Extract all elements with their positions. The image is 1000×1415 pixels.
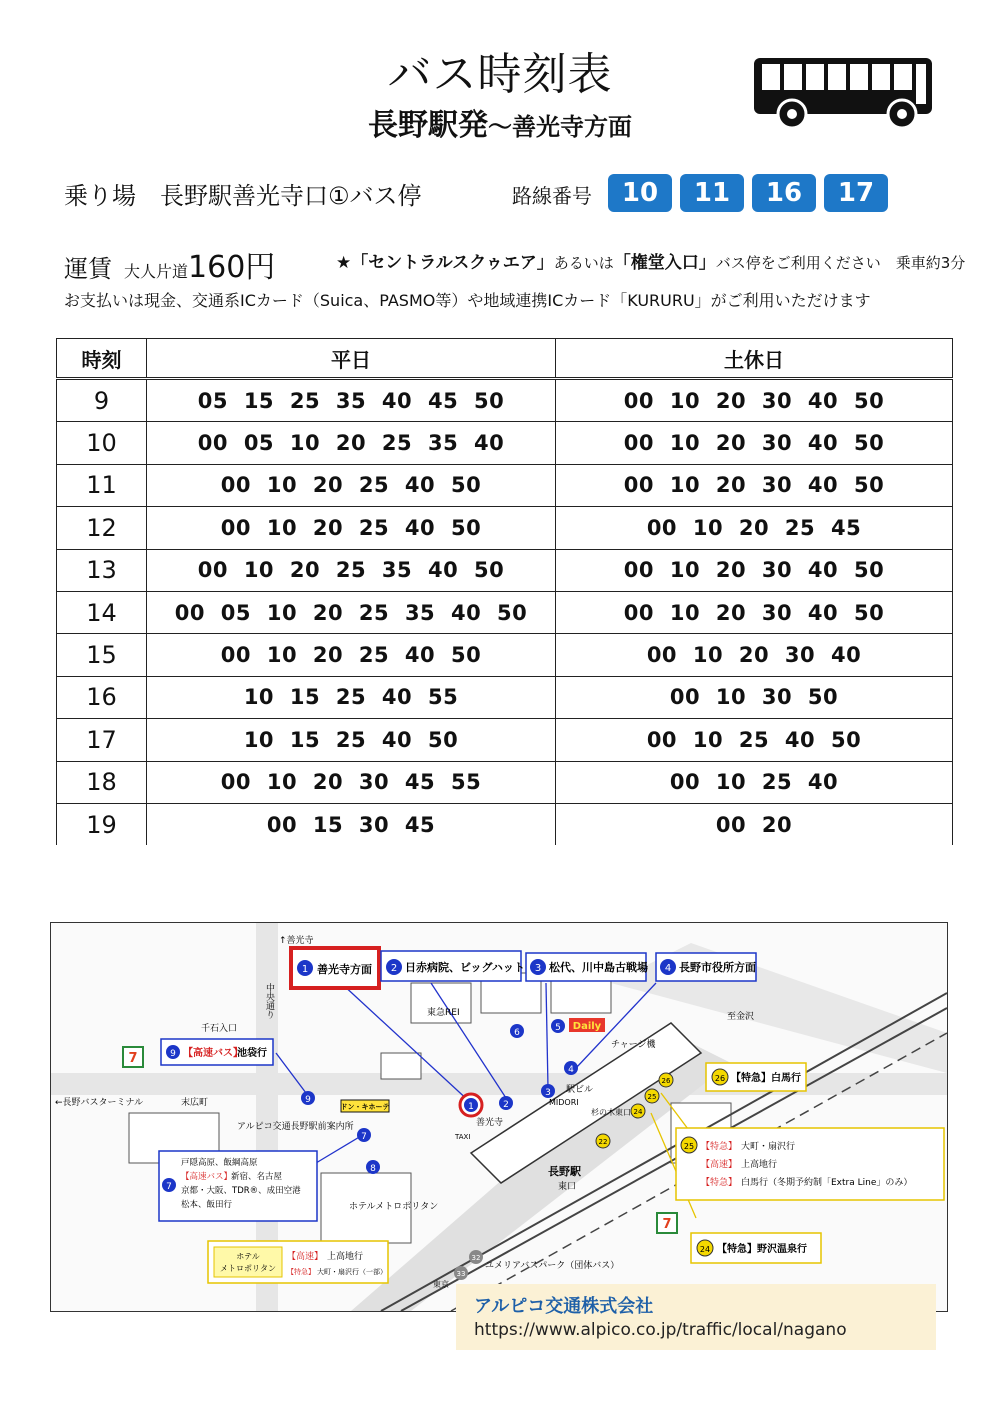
hour-cell: 11 [57,464,147,506]
callout-25-tag3: 【特急】 [701,1178,738,1188]
header-weekday: 平日 [147,339,556,379]
callout-2-number: 2 [390,963,398,974]
weekday-times: 00 15 30 45 [147,803,556,845]
callout-7-line3: 京都・大阪、TDR®、成田空港 [181,1186,301,1196]
timetable-header [57,339,953,379]
label-nagano-station: 長野駅 [548,1165,581,1178]
label-bus-terminal: ←長野バスターミナル [55,1098,144,1108]
label-eki-biru: 駅ビル [566,1085,594,1095]
callout-7-line2: 新宿、名古屋 [231,1172,283,1182]
stop-25-marker: 25 [647,1093,657,1101]
holiday-times: 00 10 20 30 40 50 [556,379,953,422]
hour-cell: 12 [57,507,147,549]
stop-8-marker: 8 [370,1164,376,1174]
label-shikin: 至金沢 [727,1012,755,1022]
timetable-row [57,803,953,845]
holiday-times: 00 10 20 30 40 50 [556,422,953,464]
label-chuo-dori: 中央通り [264,983,274,1019]
holiday-times: 00 10 25 40 50 [556,719,953,761]
timetable [56,338,953,845]
stop-6-marker: 6 [514,1028,520,1038]
weekday-times: 00 10 20 25 40 50 [147,507,556,549]
timetable-row [57,676,953,718]
station-map [50,922,948,1312]
callout-25-line2: 上高地行 [741,1160,778,1170]
stop-32-marker: 32 [471,1254,481,1262]
callout-25-tag1: 【特急】 [701,1142,738,1152]
convenience-store-icon: 7 [662,1217,672,1232]
weekday-times: 00 10 20 30 45 55 [147,761,556,803]
payment-info: お支払いは現金、交通系ICカード（Suica、PASMO等）や地域連携ICカード「KURURU」がご利用いただけます [64,291,871,310]
hour-cell: 13 [57,549,147,591]
hour-cell: 15 [57,634,147,676]
callout-7-line1: 戸隠高原、飯綱高原 [181,1158,258,1168]
callout-25-line1: 大町・扇沢行 [741,1142,796,1152]
callout-9-number: 9 [170,1049,176,1059]
stop-9-marker: 9 [305,1095,311,1105]
convenience-store-icon: 7 [128,1051,138,1066]
map-drawing [51,923,947,1311]
subtitle-main: 長野駅発 [368,108,488,143]
weekday-times: 05 15 25 35 40 45 50 [147,379,556,422]
callout-4-number: 4 [664,963,672,974]
company-url[interactable]: https://www.alpico.co.jp/traffic/local/nagano [474,1320,847,1340]
label-alpico-office: アルピコ交通長野駅前案内所 [237,1122,354,1132]
route-badge-16: 16 [752,174,816,212]
callout-7-line4: 松本、飯田行 [181,1200,233,1210]
timetable-row [57,634,953,676]
timetable-row [57,549,953,591]
note-suffix: バス停をご利用ください 乗車約3分 [715,254,966,272]
note-stop-gondo: 「権堂入口」 [613,253,716,273]
weekday-times: 10 15 25 40 50 [147,719,556,761]
callout-26-text: 【特急】白馬行 [731,1073,801,1084]
holiday-times: 00 10 30 50 [556,676,953,718]
fare-type: 大人片道 [124,262,189,281]
label-zenkoji-stop: 善光寺 [476,1118,504,1128]
hour-cell: 17 [57,719,147,761]
header-hour: 時刻 [57,339,147,379]
weekday-times: 00 10 20 25 40 50 [147,464,556,506]
daily-sign: Daily [572,1021,602,1032]
hour-cell: 9 [57,379,147,422]
label-tokyu-rei: 東急REI [427,1008,460,1018]
callout-26-number: 26 [714,1074,726,1083]
stop-33-marker: 33 [456,1270,466,1278]
page-title: バス時刻表 [387,49,613,100]
note-star: ★ [336,253,352,273]
weekday-times: 00 05 10 20 25 35 40 50 [147,591,556,633]
fare-note [336,248,965,273]
hour-cell: 19 [57,803,147,845]
hotel-callout-label2: メトロポリタン [220,1264,276,1273]
timetable-row [57,507,953,549]
hour-cell: 14 [57,591,147,633]
holiday-times: 00 10 20 30 40 50 [556,591,953,633]
note-or: あるいは [553,254,614,272]
label-zenkoji-arrow: ↑善光寺 [279,936,314,946]
callout-2-text: 日赤病院、ビッグハット [405,961,525,974]
weekday-times: 00 05 10 20 25 35 40 [147,422,556,464]
timetable-row [57,719,953,761]
holiday-times: 00 20 [556,803,953,845]
hour-cell: 16 [57,676,147,718]
label-midori: MIDORI [549,1098,579,1107]
weekday-times: 10 15 25 40 55 [147,676,556,718]
header-holiday: 土休日 [556,339,953,379]
label-charge: チャージ機 [611,1040,656,1050]
holiday-times: 00 10 20 30 40 50 [556,464,953,506]
hotel-callout-line1: 上高地行 [327,1252,364,1262]
stop-7-marker: 7 [361,1132,367,1142]
route-badge-11: 11 [680,174,744,212]
callout-25-number: 25 [683,1142,695,1151]
donki-sign: ドン・キホーテ [340,1103,390,1111]
timetable-row [57,379,953,422]
fare-row [64,242,275,286]
company-name: アルピコ交通株式会社 [474,1296,654,1317]
route-badge-17: 17 [824,174,888,212]
holiday-times: 00 10 20 25 45 [556,507,953,549]
boarding-stop: 乗り場 長野駅善光寺口①バス停 [64,182,422,210]
timetable-row [57,761,953,803]
callout-24-number: 24 [699,1245,711,1254]
callout-1-text: 善光寺方面 [317,963,372,976]
company-box [456,1284,936,1350]
timetable-row [57,422,953,464]
holiday-times: 00 10 20 30 40 [556,634,953,676]
hour-cell: 18 [57,761,147,803]
subtitle-tail: ～善光寺方面 [488,113,632,141]
weekday-times: 00 10 20 25 40 50 [147,634,556,676]
stop-1-marker: 1 [468,1102,474,1112]
hour-cell: 10 [57,422,147,464]
label-tokyo: 東京 [433,1280,449,1289]
stop-22-marker: 22 [598,1138,608,1146]
hotel-callout-tag2: 【特急】 [287,1268,315,1276]
route-number-label: 路線番号 [512,184,592,208]
label-suehiro: 末広町 [181,1098,209,1108]
stop-26-marker: 26 [661,1077,671,1085]
callout-9-tag: 【高速バス】 [183,1048,243,1059]
stop-3-marker: 3 [545,1088,551,1098]
label-taxi: TAXI [455,1133,471,1141]
route-badge-10: 10 [608,174,672,212]
note-stop-central: 「セントラルスクゥエア」 [351,253,554,273]
callout-3-text: 松代、川中島古戦場 [549,961,648,974]
timetable-row [57,591,953,633]
stop-2-marker: 2 [503,1100,509,1110]
timetable-row [57,464,953,506]
callout-25-tag2: 【高速】 [701,1160,738,1170]
hotel-callout-tag1: 【高速】 [287,1252,324,1262]
callout-7-tag: 【高速バス】 [181,1172,233,1182]
hotel-callout-label: ホテル [236,1252,260,1261]
callout-9-dest: 池袋行 [237,1048,267,1059]
callout-3-number: 3 [534,963,542,974]
weekday-times: 00 10 20 25 35 40 50 [147,549,556,591]
label-hotel-metropolitan: ホテルメトロポリタン [349,1202,439,1212]
holiday-times: 00 10 20 30 40 50 [556,549,953,591]
stop-24-marker: 24 [633,1108,643,1116]
callout-4-text: 長野市役所方面 [679,961,756,974]
stop-4-marker: 4 [568,1065,574,1075]
callout-7-number: 7 [166,1182,172,1192]
fare-amount: 160円 [188,250,276,285]
fare-label: 運賃 [64,255,112,283]
bus-icon [752,56,934,130]
label-sengoku: 千石入口 [201,1024,238,1034]
holiday-times: 00 10 25 40 [556,761,953,803]
label-yumeria: ユメリアバスパーク（団体バス） [485,1261,620,1271]
callout-24-text: 【特急】野沢温泉行 [717,1244,807,1255]
callout-25-line3: 白馬行（冬期予約制「Extra Line」のみ） [741,1178,913,1188]
stop-5-marker: 5 [555,1023,561,1033]
callout-1-number: 1 [301,964,309,975]
label-ki-no-higashi: 杉の木東口 [591,1108,631,1117]
label-higashiguchi: 東口 [558,1182,577,1192]
hotel-callout-line2: 大町・扇沢行（一部） [317,1268,387,1276]
